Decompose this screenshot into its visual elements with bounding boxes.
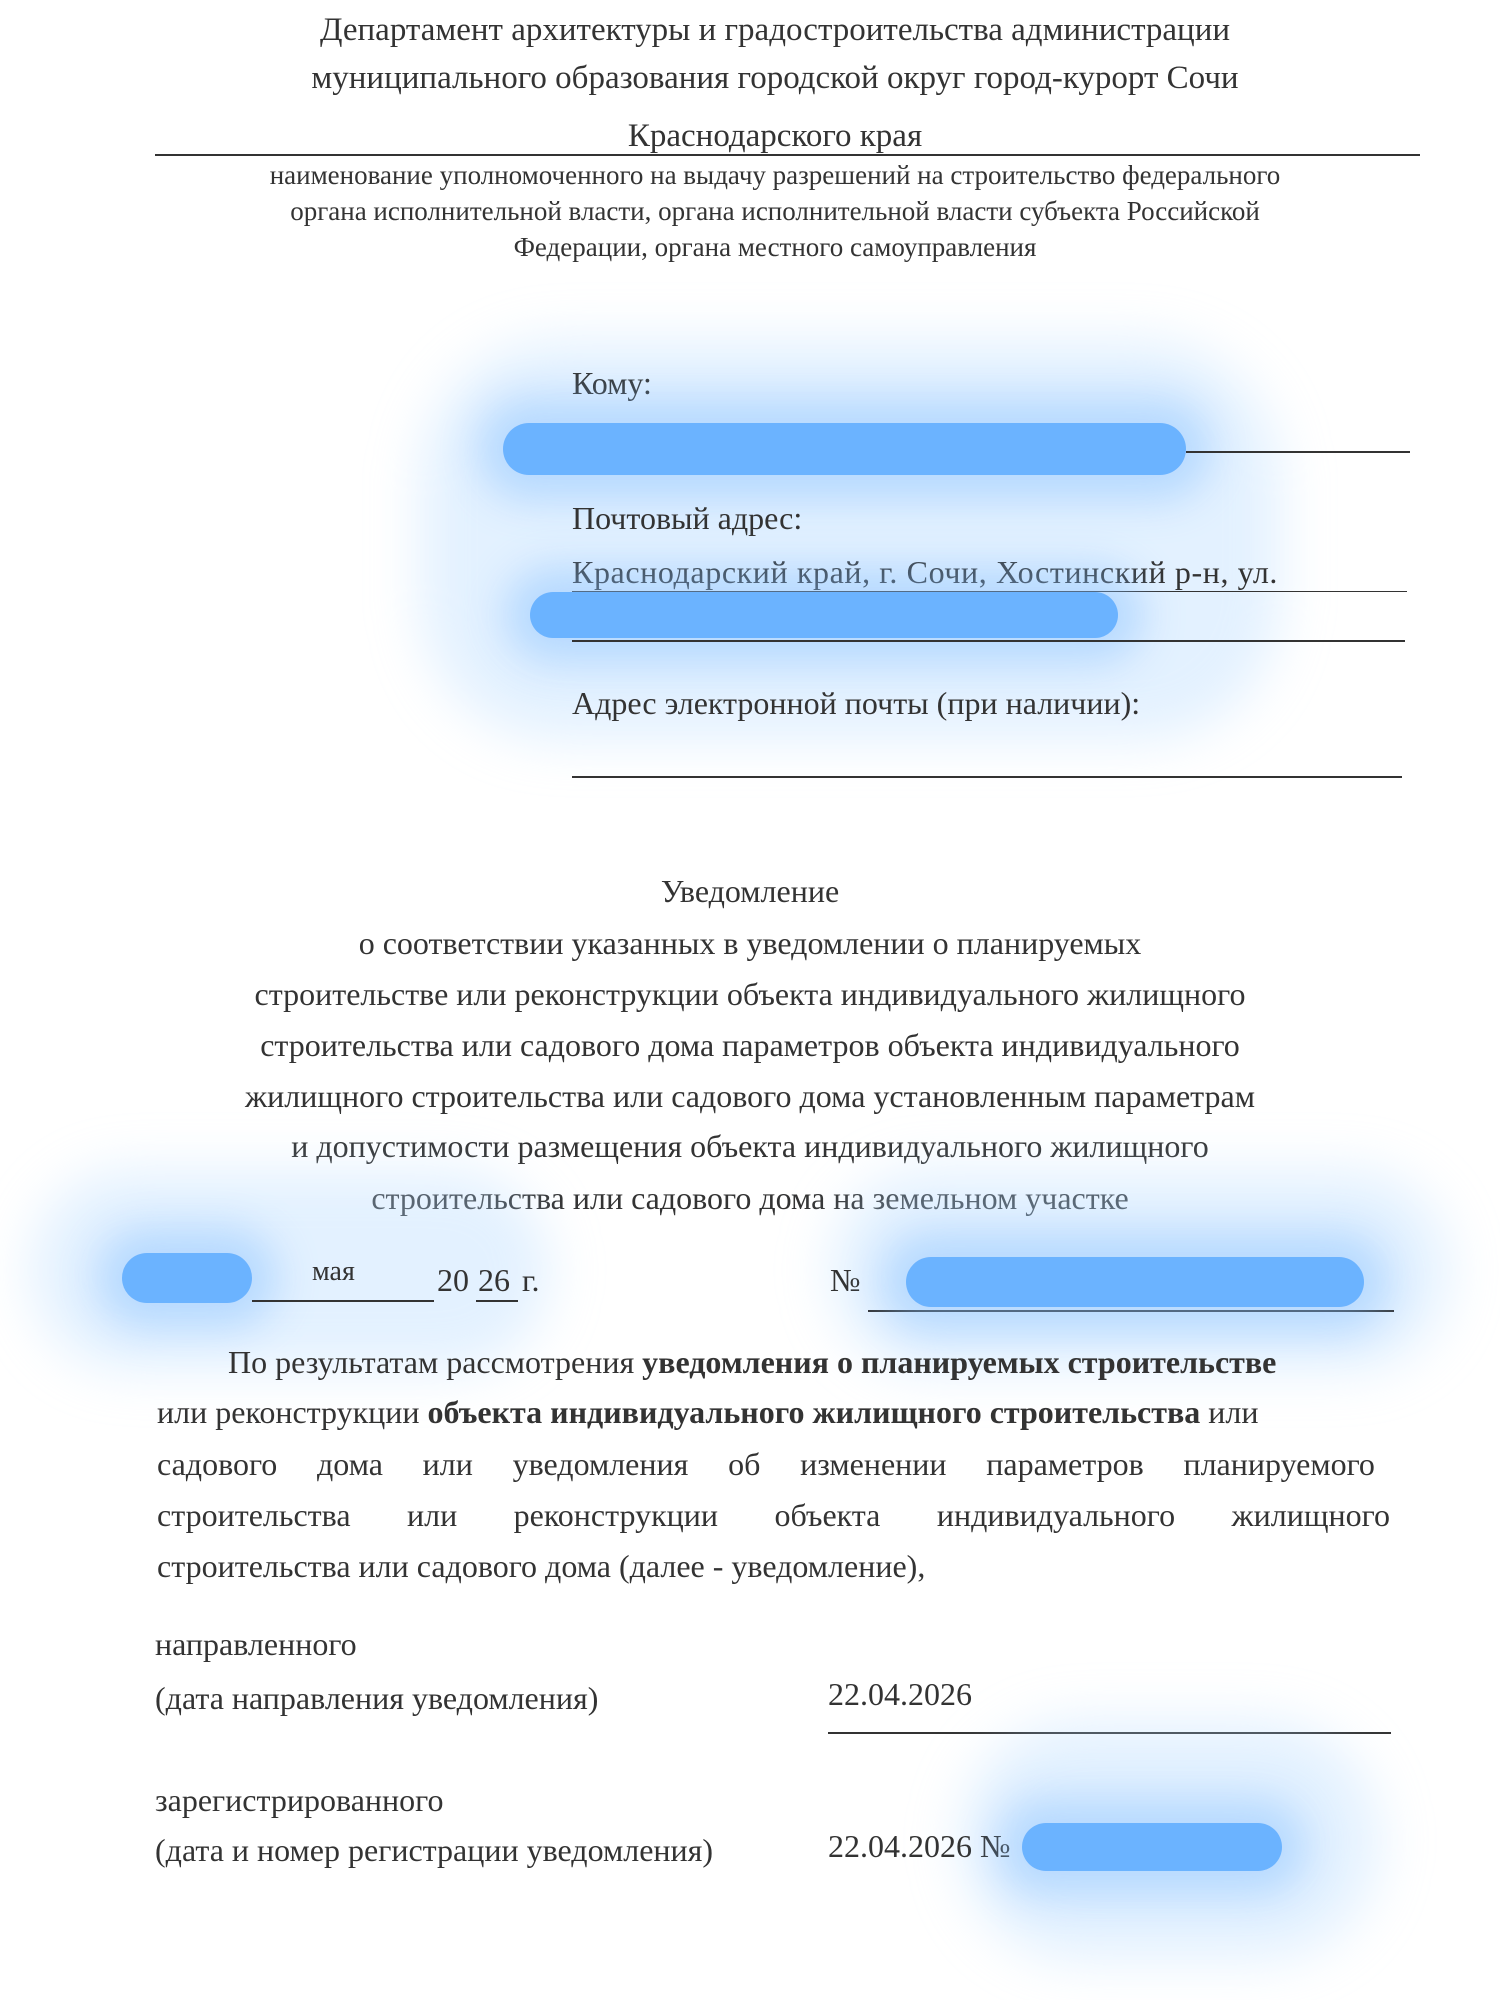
word: строительства xyxy=(157,1497,351,1533)
date-month: мая xyxy=(312,1256,355,1287)
body-line4-words xyxy=(157,1497,1390,1534)
body-line1 xyxy=(228,1344,1393,1381)
word: об xyxy=(728,1446,761,1482)
redacted-recipient-name xyxy=(503,423,1186,475)
word: дома xyxy=(317,1446,383,1482)
sent-label: направленного xyxy=(155,1626,357,1662)
word: планируемого xyxy=(1183,1446,1375,1482)
org-name-line1: Департамент архитектуры и градостроительства администрации xyxy=(319,12,1231,48)
postal-address-text: Краснодарский край, г. Сочи, Хостинский р-н, ул. xyxy=(572,554,1279,590)
registered-label: зарегистрированного xyxy=(155,1782,444,1818)
postal-label: Почтовый адрес: xyxy=(572,500,803,536)
date-year-prefix: 20 xyxy=(437,1262,469,1298)
date-year-suffix: 26 xyxy=(478,1262,510,1298)
notice-line6: строительства или садового дома на земельном участке xyxy=(371,1180,1129,1216)
sent-date-value: 22.04.2026 xyxy=(828,1676,972,1712)
recipient-name-underline xyxy=(1186,451,1410,453)
org-caption-line2: органа исполнительной власти, органа исполнительной власти субъекта Российской xyxy=(290,196,1260,226)
notice-line5: и допустимости размещения объекта индивидуального жилищного xyxy=(291,1128,1209,1164)
org-caption-line3: Федерации, органа местного самоуправления xyxy=(513,232,1037,262)
body-line1-text: По результатам рассмотрения xyxy=(228,1344,635,1380)
postal-line2-underline xyxy=(572,640,1405,642)
redacted-postal-address xyxy=(530,592,1118,638)
email-label: Адрес электронной почты (при наличии): xyxy=(572,685,1141,721)
body-line1-bold: уведомления о планируемых строительстве xyxy=(642,1344,1277,1380)
word: параметров xyxy=(986,1446,1144,1482)
notice-line4: жилищного строительства или садового дома установленным параметрам xyxy=(245,1078,1255,1114)
body-line3 xyxy=(157,1446,1375,1483)
registered-caption: (дата и номер регистрации уведомления) xyxy=(155,1832,714,1868)
body-line5: строительства или садового дома (далее - уведомление), xyxy=(157,1548,926,1584)
redacted-number xyxy=(906,1257,1364,1307)
word: или xyxy=(406,1497,458,1533)
sent-caption: (дата направления уведомления) xyxy=(155,1680,599,1716)
redaction-halo xyxy=(420,340,1280,740)
body-line2-start: или реконструкции xyxy=(157,1394,420,1430)
notice-title: Уведомление xyxy=(660,873,840,909)
redaction-halo-date xyxy=(30,1170,550,1370)
body-line3-words xyxy=(157,1446,1375,1483)
word: реконструкции xyxy=(513,1497,718,1533)
body-line2-end: или xyxy=(1208,1394,1259,1430)
word: или xyxy=(422,1446,473,1482)
postal-address-value xyxy=(572,554,1407,591)
word: объекта xyxy=(774,1497,881,1533)
redacted-registration-number xyxy=(1022,1823,1282,1871)
email-underline xyxy=(572,776,1402,778)
notice-line1: о соответствии указанных в уведомлении о планируемых xyxy=(358,925,1142,961)
word: индивидуального xyxy=(936,1497,1176,1533)
word: жилищного xyxy=(1231,1497,1390,1533)
header-underline xyxy=(155,154,1420,156)
body-line2-bold: объекта индивидуального жилищного строительства xyxy=(427,1394,1201,1430)
date-year-g: г. xyxy=(522,1262,540,1298)
org-name-line2: муниципального образования городской округ город-курорт Сочи xyxy=(311,60,1239,96)
body-line4 xyxy=(157,1497,1390,1534)
number-label: № xyxy=(830,1262,861,1298)
to-label: Кому: xyxy=(572,365,652,401)
year-underline xyxy=(476,1300,518,1302)
registered-value: 22.04.2026 № xyxy=(828,1828,1011,1864)
body-line2 xyxy=(157,1394,1382,1431)
word: садового xyxy=(157,1446,278,1482)
redacted-day xyxy=(122,1253,252,1303)
org-name-line3: Краснодарского края xyxy=(627,118,923,154)
word: изменении xyxy=(800,1446,947,1482)
month-underline xyxy=(252,1300,434,1302)
org-caption-line1: наименование уполномоченного на выдачу разрешений на строительство федерального xyxy=(269,160,1281,190)
notice-line3: строительства или садового дома параметров объекта индивидуального xyxy=(260,1027,1240,1063)
number-underline xyxy=(868,1310,1394,1312)
notice-line2: строительстве или реконструкции объекта индивидуального жилищного xyxy=(254,976,1246,1012)
word: уведомления xyxy=(512,1446,689,1482)
